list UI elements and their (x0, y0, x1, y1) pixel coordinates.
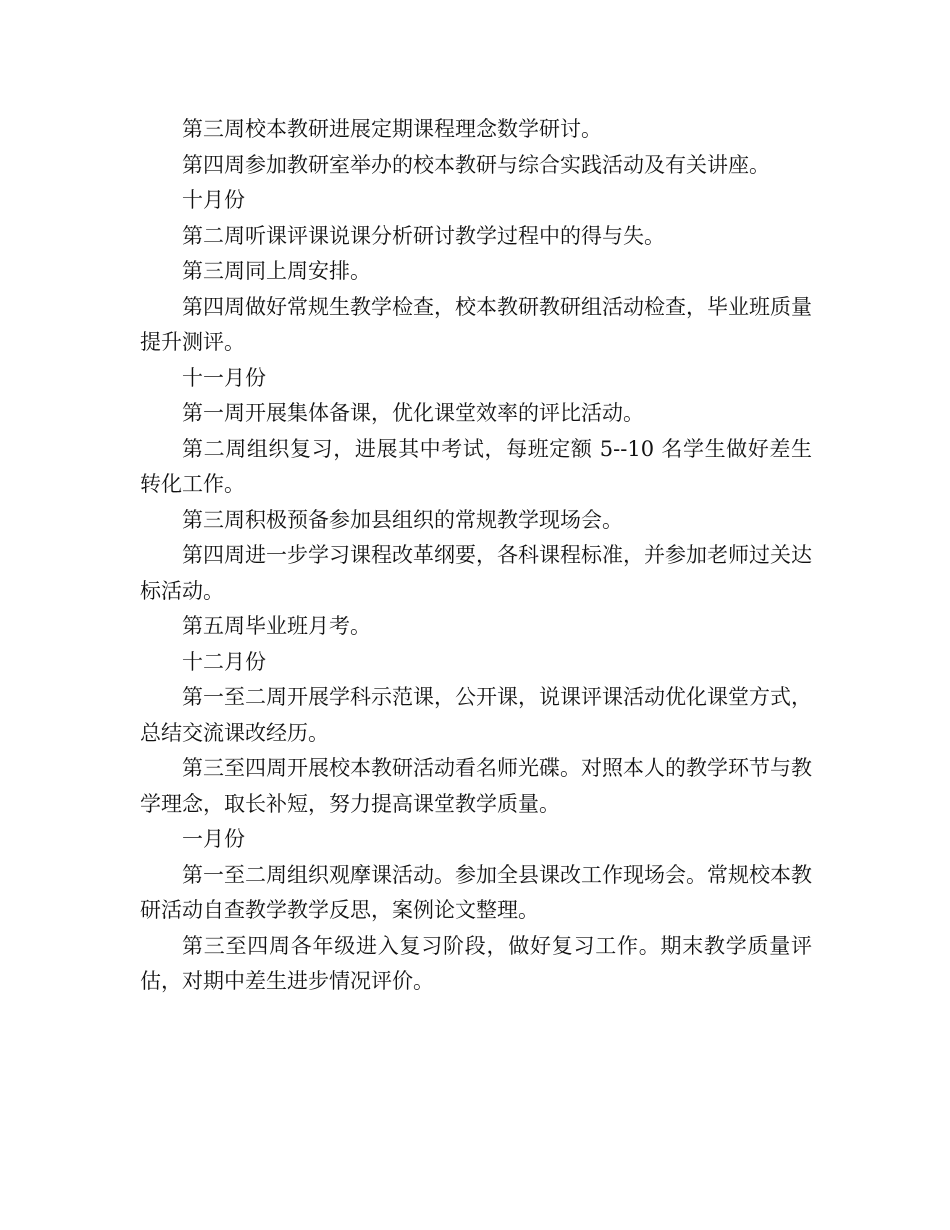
month-heading-november: 十一月份 (182, 365, 266, 390)
paragraph-nov-week4: 第四周进一步学习课程改革纲要，各科课程标准，并参加老师过关达标活动。 (140, 543, 812, 603)
paragraph-nov-week3: 第三周积极预备参加县组织的常规教学现场会。 (182, 507, 623, 532)
paragraph-nov-week2: 第二周组织复习，进展其中考试，每班定额 5--10 名学生做好差生转化工作。 (140, 436, 812, 496)
paragraph-dec-week3-4: 第三至四周开展校本教研活动看名师光碟。对照本人的教学环节与教学理念，取长补短，努力提高课堂教学质量。 (140, 756, 812, 816)
paragraph-oct-week2: 第二周听课评课说课分析研讨教学过程中的得与失。 (182, 223, 665, 248)
month-heading-january: 一月份 (182, 827, 245, 851)
paragraph-week4-lecture: 第四周参加教研室举办的校本教研与综合实践活动及有关讲座。 (182, 152, 770, 177)
paragraph-nov-week1: 第一周开展集体备课，优化课堂效率的评比活动。 (182, 401, 644, 425)
paragraph-oct-week4: 第四周做好常规生教学检查，校本教研教研组活动检查，毕业班质量提升测评。 (140, 294, 812, 354)
paragraph-week3-seminar: 第三周校本教研进展定期课程理念数学研讨。 (182, 117, 602, 141)
month-heading-october: 十月份 (182, 188, 245, 212)
paragraph-dec-week1-2: 第一至二周开展学科示范课，公开课，说课评课活动优化课堂方式，总结交流课改经历。 (140, 685, 812, 745)
document-body (140, 112, 812, 1000)
paragraph-jan-week1-2: 第一至二周组织观摩课活动。参加全县课改工作现场会。常规校本教研活动自查教学教学反思，案例论文整理。 (140, 862, 812, 922)
paragraph-oct-week3: 第三周同上周安排。 (182, 259, 371, 283)
paragraph-jan-week3-4: 第三至四周各年级进入复习阶段，做好复习工作。期末教学质量评估，对期中差生进步情况评价。 (140, 933, 812, 993)
paragraph-nov-week5: 第五周毕业班月考。 (182, 614, 371, 638)
month-heading-december: 十二月份 (182, 649, 266, 674)
